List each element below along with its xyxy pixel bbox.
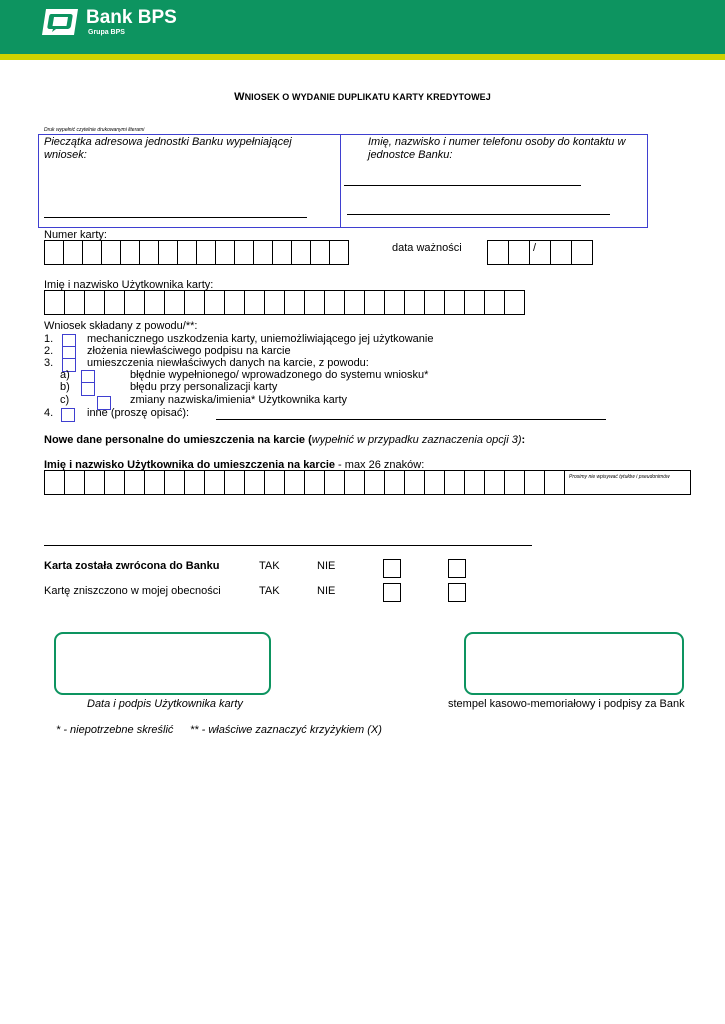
section-separator <box>44 545 532 546</box>
char-cell[interactable] <box>571 240 593 265</box>
char-cell[interactable] <box>304 290 325 315</box>
char-cell[interactable] <box>184 290 205 315</box>
expiry-label: data ważności <box>392 242 462 254</box>
char-cell[interactable] <box>158 240 178 265</box>
char-cell[interactable] <box>253 240 273 265</box>
address-stamp-label: Pieczątka adresowa jednostki Banku wypełniającej wniosek: <box>44 136 292 161</box>
char-cell[interactable] <box>524 470 545 495</box>
signature-caption: Data i podpis Użytkownika karty <box>87 698 243 710</box>
print-note: Druk wypełnić czytelnie drukowanymi literami <box>44 127 145 133</box>
reason-4-number: 4. <box>44 407 54 419</box>
char-cell[interactable] <box>310 240 330 265</box>
char-cell[interactable] <box>101 240 121 265</box>
card-destroyed-yes-checkbox[interactable] <box>383 583 401 602</box>
char-cell[interactable] <box>64 470 85 495</box>
char-cell[interactable] <box>164 290 185 315</box>
footnote-2: ** - właściwe zaznaczyć krzyżykiem (X) <box>190 724 382 736</box>
subreason-b-label: błędu przy personalizacji karty <box>130 381 278 393</box>
card-destroyed-yes-label: TAK <box>259 585 280 597</box>
holder-name-label: Imię i nazwisko Użytkownika karty: <box>44 279 214 291</box>
contact-person-line-1[interactable] <box>344 185 581 186</box>
char-cell[interactable] <box>487 240 509 265</box>
char-cell[interactable] <box>344 290 365 315</box>
subreason-b-number: b) <box>60 381 70 393</box>
reason-3-number: 3. <box>44 357 54 369</box>
reason-4-checkbox[interactable] <box>61 408 75 422</box>
expiry-separator: / <box>533 242 537 254</box>
stamp-caption: stempel kasowo-memoriałowy i podpisy za Bank <box>448 698 685 710</box>
reason-4-label: inne (proszę opisać): <box>87 407 190 419</box>
brand-name: Bank BPS <box>86 7 177 28</box>
char-cell[interactable] <box>224 290 245 315</box>
char-cell[interactable] <box>284 290 305 315</box>
new-name-cells[interactable] <box>44 470 565 495</box>
char-cell[interactable] <box>550 240 572 265</box>
char-cell[interactable] <box>424 290 445 315</box>
char-cell[interactable] <box>124 290 145 315</box>
card-number-cells[interactable] <box>44 240 349 265</box>
expiry-cells[interactable] <box>487 240 593 265</box>
card-returned-no-checkbox[interactable] <box>448 559 466 578</box>
char-cell[interactable] <box>215 240 235 265</box>
char-cell[interactable] <box>272 240 292 265</box>
char-cell[interactable] <box>144 470 165 495</box>
char-cell[interactable] <box>464 470 485 495</box>
footnote-1: * - niepotrzebne skreślić <box>56 724 174 736</box>
char-cell[interactable] <box>329 240 349 265</box>
user-signature-box[interactable] <box>54 632 271 695</box>
subreason-b-checkbox[interactable] <box>81 382 95 396</box>
form-title <box>0 91 725 103</box>
reason-2-number: 2. <box>44 345 54 357</box>
new-name-label: Imię i nazwisko Użytkownika do umieszczenia na karcie <box>44 459 335 471</box>
char-cell[interactable] <box>384 470 405 495</box>
char-cell[interactable] <box>64 290 85 315</box>
address-stamp-line[interactable] <box>44 217 307 218</box>
char-cell[interactable] <box>139 240 159 265</box>
subreason-a-label: błędnie wypełnionego/ wprowadzonego do systemu wniosku* <box>130 369 429 381</box>
holder-name-cells[interactable] <box>44 290 525 315</box>
char-cell[interactable] <box>44 470 65 495</box>
char-cell[interactable] <box>204 470 225 495</box>
char-cell[interactable] <box>264 290 285 315</box>
char-cell[interactable] <box>504 290 525 315</box>
new-data-note: wypełnić w przypadku zaznaczenia opcji 3) <box>311 434 522 446</box>
titles-note: Prosimy nie wpisywać tytułów i pseudonimów <box>569 474 670 480</box>
char-cell[interactable] <box>291 240 311 265</box>
char-cell[interactable] <box>324 470 345 495</box>
card-returned-no-label: NIE <box>317 560 336 572</box>
char-cell[interactable] <box>364 470 385 495</box>
char-cell[interactable] <box>104 470 125 495</box>
char-cell[interactable] <box>284 470 305 495</box>
char-cell[interactable] <box>444 470 465 495</box>
new-data-close: : <box>521 434 526 446</box>
header-stripe <box>0 54 725 60</box>
char-cell[interactable] <box>424 470 445 495</box>
contact-person-label: Imię, nazwisko i numer telefonu osoby do kontaktu w jednostce Banku: <box>368 136 626 161</box>
card-returned-yes-checkbox[interactable] <box>383 559 401 578</box>
char-cell[interactable] <box>84 470 105 495</box>
subreason-c-label: zmiany nazwiska/imienia* Użytkownika karty <box>130 394 348 406</box>
subreason-c-number: c) <box>60 394 70 406</box>
char-cell[interactable] <box>484 290 505 315</box>
subreason-a-number: a) <box>60 369 70 381</box>
char-cell[interactable] <box>364 290 385 315</box>
char-cell[interactable] <box>234 240 254 265</box>
form-title-rest: NIOSEK O WYDANIE DUPLIKATU KARTY KREDYTOWEJ <box>244 92 491 102</box>
char-cell[interactable] <box>82 240 102 265</box>
char-cell[interactable] <box>224 470 245 495</box>
char-cell[interactable] <box>504 470 525 495</box>
char-cell[interactable] <box>508 240 530 265</box>
char-cell[interactable] <box>184 470 205 495</box>
char-cell[interactable] <box>484 470 505 495</box>
card-destroyed-no-label: NIE <box>317 585 336 597</box>
new-data-heading <box>44 434 525 446</box>
char-cell[interactable] <box>264 470 285 495</box>
char-cell[interactable] <box>244 470 265 495</box>
card-destroyed-no-checkbox[interactable] <box>448 583 466 602</box>
bank-stamp-box[interactable] <box>464 632 684 695</box>
reason-2-label: złożenia niewłaściwego podpisu na karcie <box>87 345 291 357</box>
char-cell[interactable] <box>44 240 64 265</box>
brand-subtitle: Grupa BPS <box>88 29 125 36</box>
char-cell[interactable] <box>196 240 216 265</box>
char-cell[interactable] <box>124 470 145 495</box>
reason-1-label: mechanicznego uszkodzenia karty, uniemożliwiającego jej użytkowanie <box>87 333 434 345</box>
char-cell[interactable] <box>304 470 325 495</box>
char-cell[interactable] <box>344 470 365 495</box>
char-cell[interactable] <box>204 290 225 315</box>
bank-info-divider <box>340 134 341 228</box>
char-cell[interactable] <box>84 290 105 315</box>
card-number-label: Numer karty: <box>44 229 107 241</box>
card-returned-label: Karta została zwrócona do Banku <box>44 560 220 572</box>
char-cell[interactable] <box>464 290 485 315</box>
char-cell[interactable] <box>44 290 65 315</box>
char-cell[interactable] <box>164 470 185 495</box>
card-destroyed-label: Kartę zniszczono w mojej obecności <box>44 585 221 597</box>
bank-bps-logo-icon <box>40 8 80 36</box>
form-title-initial: W <box>234 91 245 103</box>
char-cell[interactable] <box>384 290 405 315</box>
char-cell[interactable] <box>324 290 345 315</box>
reason-1-number: 1. <box>44 333 54 345</box>
char-cell[interactable] <box>120 240 140 265</box>
char-cell[interactable] <box>144 290 165 315</box>
new-name-max: - max 26 znaków: <box>335 459 425 471</box>
char-cell[interactable] <box>444 290 465 315</box>
contact-person-line-2[interactable] <box>347 214 610 215</box>
reason-3-label: umieszczenia niewłaściwych danych na karcie, z powodu: <box>87 357 369 369</box>
char-cell[interactable] <box>63 240 83 265</box>
char-cell[interactable] <box>404 290 425 315</box>
reason-heading: Wniosek składany z powodu/**: <box>44 320 198 332</box>
char-cell[interactable] <box>404 470 425 495</box>
char-cell[interactable] <box>544 470 565 495</box>
char-cell[interactable] <box>244 290 265 315</box>
char-cell[interactable] <box>104 290 125 315</box>
char-cell[interactable] <box>177 240 197 265</box>
other-reason-line[interactable] <box>216 419 606 420</box>
card-returned-yes-label: TAK <box>259 560 280 572</box>
new-data-heading-text: Nowe dane personalne do umieszczenia na karcie ( <box>44 434 312 446</box>
